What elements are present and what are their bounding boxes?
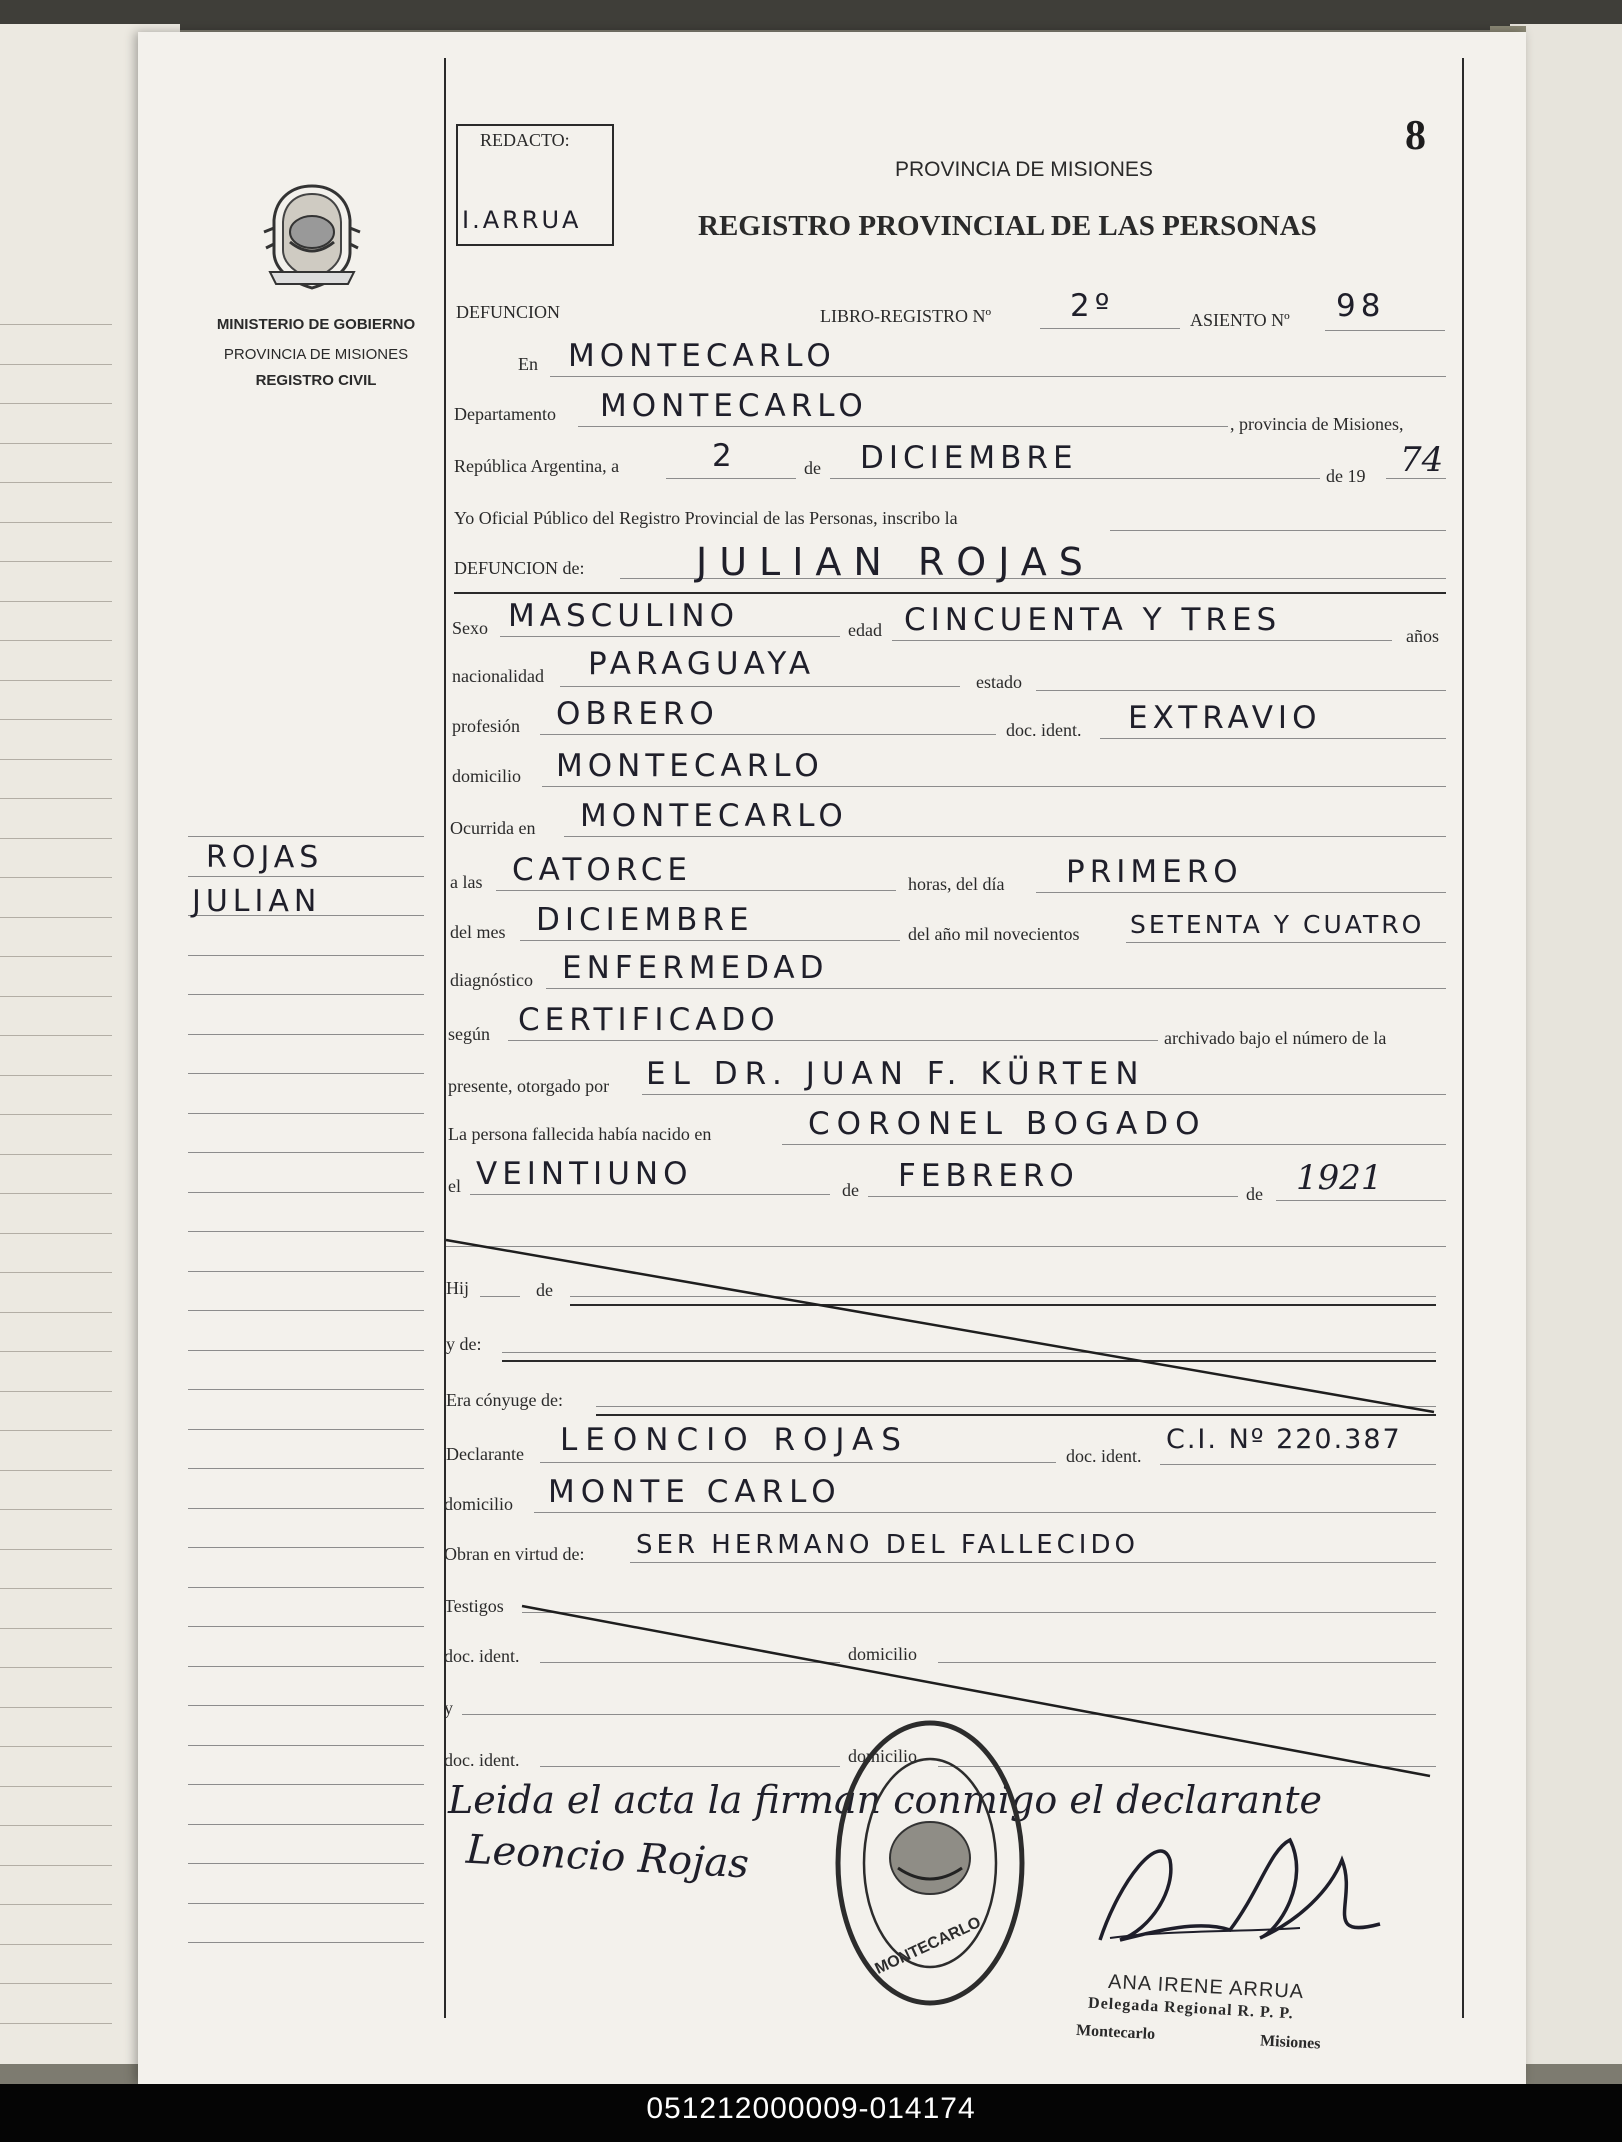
ano-value: 74 [1400,440,1444,480]
top-dark-strip [0,0,1622,30]
mes-value: DICIEMBRE [860,440,1078,476]
left-page-rule [0,561,112,562]
left-page-rule [0,996,112,997]
de-label-2: de [842,1180,859,1200]
official-province: Misiones [1259,2032,1321,2053]
redacto-value: I.ARRUA [462,206,582,234]
left-page-rule [0,1312,112,1313]
margin-rule [188,1389,424,1390]
declarante-doc-label: doc. ident. [1066,1446,1142,1466]
margin-rule [188,836,424,837]
declarante-label: Declarante [446,1444,524,1464]
page-number: 8 [1405,113,1426,159]
doc-ident-value: EXTRAVIO [1128,700,1322,736]
margin-rule [188,1271,424,1272]
margin-rule [188,1113,424,1114]
asiento-value: 98 [1336,288,1386,324]
dia-nacimiento-value: VEINTIUNO [476,1156,693,1192]
declarante-doc-value: C.I. Nº 220.387 [1166,1424,1402,1455]
left-page-rule [0,1233,112,1234]
domicilio-value: MONTECARLO [556,748,824,784]
margin-rule [188,1152,424,1153]
hij-label: Hij [446,1278,470,1298]
declarante-value: LEONCIO ROJAS [560,1422,909,1458]
left-page-rule [0,877,112,878]
left-page-rule [0,798,112,799]
left-page-rule [0,680,112,681]
left-page-rule [0,1865,112,1866]
diagnostico-value: ENFERMEDAD [562,950,829,986]
testigos-doc-label: doc. ident. [444,1646,520,1666]
declarante-signature: Leoncio Rojas [464,1826,751,1888]
book-cover-right [1510,24,1622,2064]
margin-rule [188,1073,424,1074]
otorgado-value: EL DR. JUAN F. KÜRTEN [646,1056,1146,1092]
margin-rule [188,1310,424,1311]
margin-note-name: JULIAN [192,884,322,919]
left-page-rule [0,1430,112,1431]
margin-rule [188,1429,424,1430]
provincia-label: , provincia de Misiones, [1230,414,1404,434]
segun-value: CERTIFICADO [518,1002,780,1038]
left-page-rule [0,1944,112,1945]
left-page-rule [0,640,112,641]
en-value: MONTECARLO [568,338,836,374]
left-page-rule [0,1786,112,1787]
ano-fallecimiento-value: SETENTA Y CUATRO [1130,910,1425,939]
left-page-rule [0,2023,112,2024]
ministry-line3: REGISTRO CIVIL [255,372,377,389]
dia-value: 2 [712,438,737,474]
profesion-label: profesión [452,716,520,736]
left-page-rule [0,482,112,483]
left-page-rule [0,1549,112,1550]
hora-value: CATORCE [512,852,693,888]
left-page-rule [0,1667,112,1668]
obran-value: SER HERMANO DEL FALLECIDO [636,1530,1139,1560]
official-title: Delegada Regional R. P. P. [1087,1994,1295,2023]
left-page-rule [0,1904,112,1905]
redacto-label: REDACTO: [480,130,570,150]
testigos-y-label: y [444,1698,453,1718]
document-id: 051212000009-014174 [646,2092,976,2125]
left-page-rule [0,1509,112,1510]
margin-rule [188,1824,424,1825]
margin-rule [188,1942,424,1943]
margin-rule [188,1350,424,1351]
left-page-rule [0,1154,112,1155]
margin-rule [188,994,424,995]
left-page-rule [0,1193,112,1194]
testigos-doc2-label: doc. ident. [444,1750,520,1770]
el-label: el [448,1176,461,1196]
margin-note-surname: ROJAS [206,840,324,875]
horas-dia-label: horas, del día [908,874,1005,894]
left-page-rule [0,1035,112,1036]
left-page-rule [0,522,112,523]
province-heading: PROVINCIA DE MISIONES [895,158,1153,181]
lugar-nacimiento-value: CORONEL BOGADO [808,1106,1207,1142]
nacido-label: La persona fallecida había nacido en [448,1124,712,1144]
republica-label: República Argentina, a [454,456,620,476]
margin-rule [188,1863,424,1864]
footer-bar [0,2084,1622,2142]
left-page-rule [0,324,112,325]
left-page-rule [0,403,112,404]
libro-label: LIBRO-REGISTRO Nº [820,306,992,326]
margin-rule [188,955,424,956]
de-label-3: de [1246,1184,1263,1204]
mes-nacimiento-value: FEBRERO [898,1158,1079,1194]
margin-rule [188,1034,424,1035]
y-de-label: y de: [446,1334,482,1354]
official-name: ANA IRENE ARRUA [1107,1970,1305,2004]
closing-text: Leida el acta la firman conmigo el declarante [448,1778,1323,1822]
profesion-value: OBRERO [556,696,719,732]
ministry-line1: MINISTERIO DE GOBIERNO [216,316,416,333]
left-page-rule [0,1075,112,1076]
del-ano-label: del año mil novecientos [908,924,1080,944]
doc-ident-label: doc. ident. [1006,720,1082,740]
margin-rule [188,1468,424,1469]
margin-rule [188,1626,424,1627]
left-page-rule [0,838,112,839]
official-city: Montecarlo [1075,2021,1156,2044]
a-las-label: a las [450,872,483,892]
diagnostico-label: diagnóstico [450,970,533,990]
cancel-strike-line [444,1236,1444,1416]
left-page-rule [0,759,112,760]
margin-rule [188,1666,424,1667]
dia-fallecimiento-value: PRIMERO [1066,854,1243,890]
mes-fallecimiento-value: DICIEMBRE [536,902,754,938]
estado-label: estado [976,672,1022,692]
archivado-label: archivado bajo el número de la [1164,1028,1387,1048]
left-page-rule [0,1588,112,1589]
anos-label: años [1406,626,1439,646]
left-page-rule [0,1825,112,1826]
left-page-rule [0,1391,112,1392]
left-page-rule [0,1707,112,1708]
left-page-rule [0,719,112,720]
declarante-domicilio-label: domicilio [444,1494,513,1514]
ano-nacimiento-value: 1921 [1296,1158,1383,1198]
left-page-rule [0,1628,112,1629]
departamento-label: Departamento [454,404,556,424]
margin-rule [188,1547,424,1548]
left-page-rule [0,364,112,365]
conyuge-label: Era cónyuge de: [446,1390,563,1410]
left-page-rule [0,601,112,602]
sexo-value: MASCULINO [508,598,739,634]
left-page-rule [0,1983,112,1984]
sexo-label: Sexo [452,618,488,638]
segun-label: según [448,1024,490,1044]
redacto-box [456,124,614,246]
domicilio-label: domicilio [452,766,521,786]
ocurrida-label: Ocurrida en [450,818,536,838]
margin-rule [188,1508,424,1509]
margin-rule [188,1192,424,1193]
left-page-rule [0,443,112,444]
libro-value: 2º [1070,288,1115,324]
official-signature [1080,1820,1400,1970]
en-label: En [518,354,538,374]
testigos-domicilio2-label: domicilio [848,1746,917,1766]
testigos-domicilio-label: domicilio [848,1644,917,1664]
coat-of-arms-icon [262,182,362,294]
margin-rule [188,876,424,877]
left-page-rule [0,1351,112,1352]
departamento-value: MONTECARLO [600,388,868,424]
defuncion-label: DEFUNCION [456,302,561,322]
de19-label: de 19 [1326,466,1366,486]
official-seal-stamp [832,1718,1028,2008]
seal-city: MONTECARLO [872,1913,984,1978]
hij-de-label: de [536,1280,553,1300]
declarante-domicilio-value: MONTE CARLO [548,1474,842,1510]
presente-label: presente, otorgado por [448,1076,610,1096]
left-page-rule [0,917,112,918]
margin-rule [188,1784,424,1785]
de-label-1: de [804,458,821,478]
margin-rule [188,1745,424,1746]
ministry-line2: PROVINCIA DE MISIONES [223,346,409,363]
defuncion-de-label: DEFUNCION de: [454,558,585,578]
left-page-rule [0,1272,112,1273]
nacionalidad-value: PARAGUAYA [588,646,816,682]
margin-rule [188,1587,424,1588]
left-page-rule [0,1746,112,1747]
testigos-label: Testigos [444,1596,504,1616]
edad-label: edad [848,620,882,640]
obran-label: Obran en virtud de: [444,1544,585,1564]
left-page-rule [0,1470,112,1471]
ocurrida-value: MONTECARLO [580,798,848,834]
margin-rule [188,1705,424,1706]
nombre-value: JULIAN ROJAS [696,540,1095,584]
left-page-rule [0,1114,112,1115]
yo-oficial-label: Yo Oficial Público del Registro Provincial de las Personas, inscribo la [454,508,958,528]
nacionalidad-label: nacionalidad [452,666,544,686]
asiento-label: ASIENTO Nº [1190,310,1290,330]
margin-rule [188,1903,424,1904]
margin-rule [188,1231,424,1232]
registry-heading: REGISTRO PROVINCIAL DE LAS PERSONAS [698,210,1317,242]
edad-value: CINCUENTA Y TRES [904,602,1282,638]
left-page-rule [0,956,112,957]
del-mes-label: del mes [450,922,506,942]
